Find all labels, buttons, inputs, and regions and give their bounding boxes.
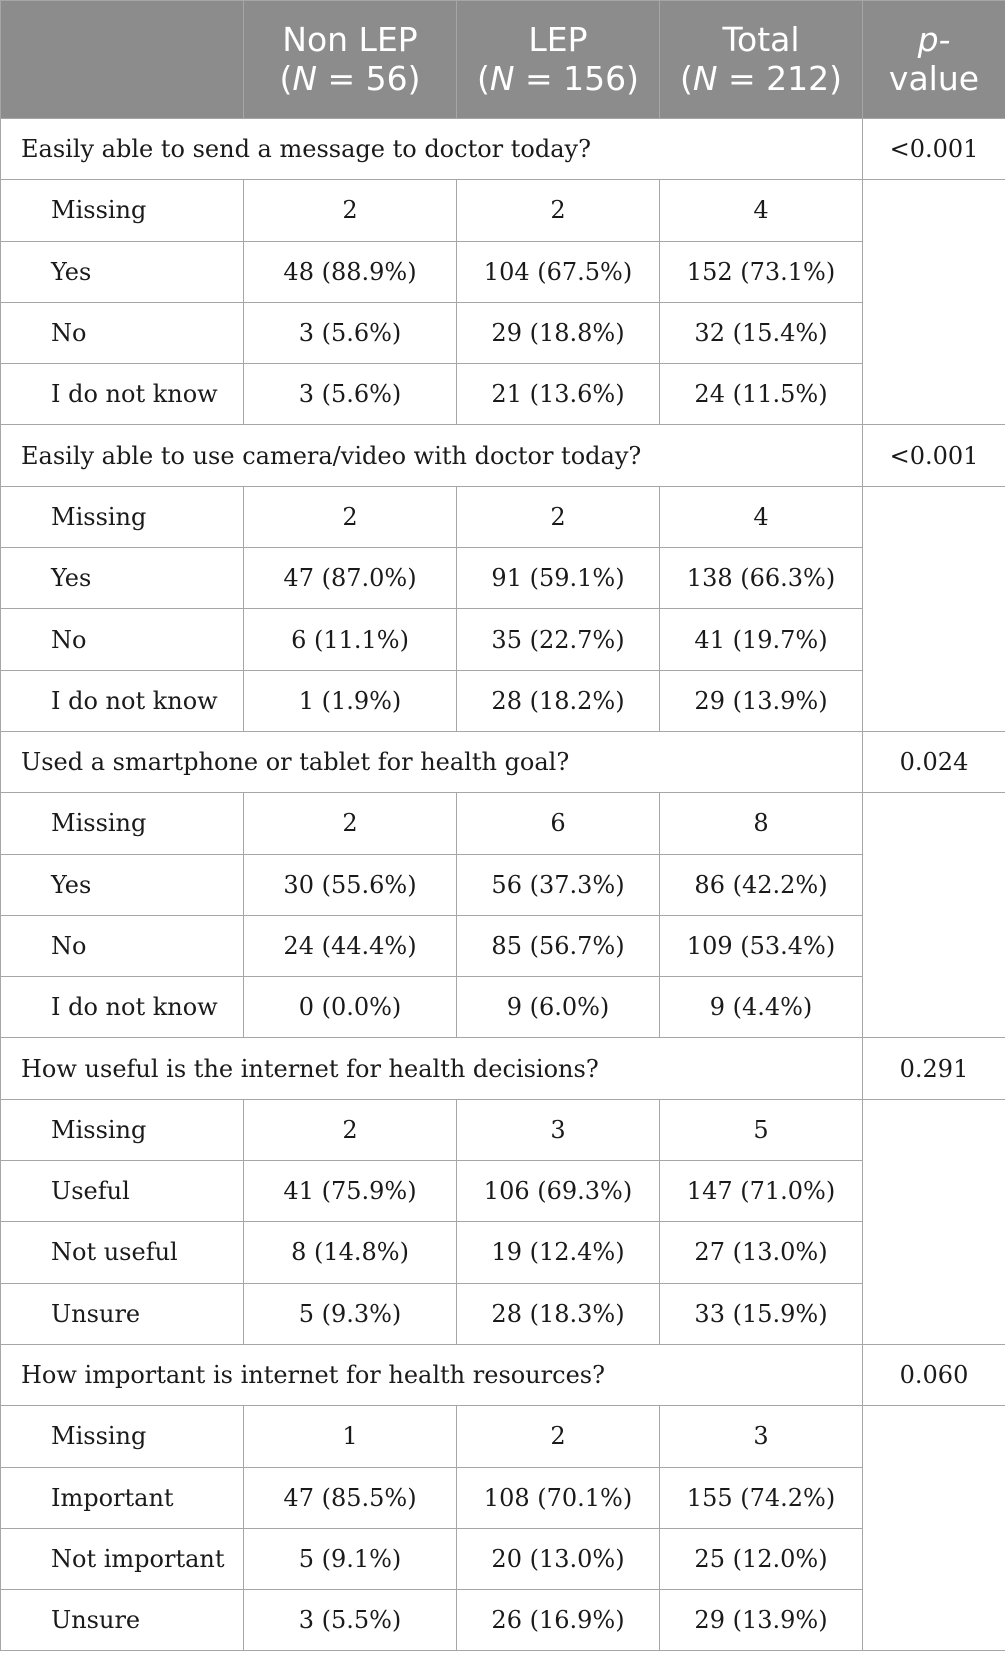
lep-cell: 28 (18.2%) (457, 670, 660, 731)
header-lep-n-var: N (489, 58, 515, 98)
total-cell: 86 (42.2%) (660, 854, 863, 915)
table-row (1, 977, 1005, 1038)
row-label: Yes (1, 241, 244, 302)
table-row (1, 486, 1005, 547)
row-label: Missing (1, 486, 244, 547)
non-lep-cell: 48 (88.9%) (244, 241, 457, 302)
header-total (660, 1, 863, 119)
total-cell: 33 (15.9%) (660, 1283, 863, 1344)
lep-cell: 28 (18.3%) (457, 1283, 660, 1344)
total-cell: 32 (15.4%) (660, 302, 863, 363)
table-header (1, 1, 1005, 119)
question-label: How important is internet for health resources? (1, 1344, 863, 1405)
row-label: Not important (1, 1528, 244, 1589)
row-label: Useful (1, 1161, 244, 1222)
lep-cell: 56 (37.3%) (457, 854, 660, 915)
question-label: How useful is the internet for health decisions? (1, 1038, 863, 1099)
row-label: Important (1, 1467, 244, 1528)
lep-cell: 35 (22.7%) (457, 609, 660, 670)
table-row (1, 1222, 1005, 1283)
question-label: Used a smartphone or tablet for health goal? (1, 731, 863, 792)
total-cell: 29 (13.9%) (660, 670, 863, 731)
non-lep-cell: 1 (1.9%) (244, 670, 457, 731)
header-total-name: Total (722, 19, 800, 59)
p-value-cell: <0.001 (863, 425, 1005, 486)
lep-cell: 2 (457, 180, 660, 241)
header-total-n-var: N (692, 58, 718, 98)
total-cell: 29 (13.9%) (660, 1590, 863, 1651)
table-row (1, 302, 1005, 363)
p-value-blank-cell (863, 793, 1005, 1038)
lep-cell: 91 (59.1%) (457, 548, 660, 609)
question-label: Easily able to use camera/video with doctor today? (1, 425, 863, 486)
total-cell: 155 (74.2%) (660, 1467, 863, 1528)
row-label: Not useful (1, 1222, 244, 1283)
non-lep-cell: 5 (9.3%) (244, 1283, 457, 1344)
p-value-blank-cell (863, 486, 1005, 731)
table-row (1, 854, 1005, 915)
row-label: No (1, 302, 244, 363)
total-cell: 138 (66.3%) (660, 548, 863, 609)
table-row (1, 241, 1005, 302)
table-row (1, 609, 1005, 670)
lep-cell: 2 (457, 486, 660, 547)
non-lep-cell: 2 (244, 1099, 457, 1160)
total-cell: 24 (11.5%) (660, 364, 863, 425)
table-row (1, 1528, 1005, 1589)
table-body (1, 119, 1005, 1651)
non-lep-cell: 30 (55.6%) (244, 854, 457, 915)
row-label: I do not know (1, 977, 244, 1038)
p-value-blank-cell (863, 1406, 1005, 1651)
total-cell: 27 (13.0%) (660, 1222, 863, 1283)
header-total-n-prefix: ( (679, 58, 693, 98)
total-cell: 41 (19.7%) (660, 609, 863, 670)
table-row (1, 548, 1005, 609)
table-row (1, 1283, 1005, 1344)
header-total-n-suffix: = 212) (717, 58, 843, 98)
header-p-value-line1: p- (917, 19, 951, 59)
total-cell: 5 (660, 1099, 863, 1160)
total-cell: 152 (73.1%) (660, 241, 863, 302)
non-lep-cell: 3 (5.6%) (244, 302, 457, 363)
table-row (1, 1099, 1005, 1160)
question-row (1, 425, 1005, 486)
lep-cell: 20 (13.0%) (457, 1528, 660, 1589)
question-label: Easily able to send a message to doctor today? (1, 119, 863, 180)
table-row (1, 793, 1005, 854)
p-value-cell: <0.001 (863, 119, 1005, 180)
question-row (1, 731, 1005, 792)
total-cell: 109 (53.4%) (660, 915, 863, 976)
question-row (1, 119, 1005, 180)
table-row (1, 1467, 1005, 1528)
table-row (1, 670, 1005, 731)
header-non-lep-n-suffix: = 56) (317, 58, 421, 98)
question-row (1, 1344, 1005, 1405)
non-lep-cell: 47 (85.5%) (244, 1467, 457, 1528)
header-lep-n-prefix: ( (476, 58, 490, 98)
p-value-cell: 0.024 (863, 731, 1005, 792)
lep-cell: 29 (18.8%) (457, 302, 660, 363)
non-lep-cell: 2 (244, 486, 457, 547)
lep-cell: 26 (16.9%) (457, 1590, 660, 1651)
table-row (1, 1161, 1005, 1222)
row-label: Missing (1, 793, 244, 854)
row-label: Missing (1, 180, 244, 241)
total-cell: 147 (71.0%) (660, 1161, 863, 1222)
table-row (1, 915, 1005, 976)
p-value-blank-cell (863, 180, 1005, 425)
non-lep-cell: 0 (0.0%) (244, 977, 457, 1038)
row-label: Yes (1, 854, 244, 915)
row-label: Yes (1, 548, 244, 609)
total-cell: 8 (660, 793, 863, 854)
lep-cell: 104 (67.5%) (457, 241, 660, 302)
p-value-cell: 0.291 (863, 1038, 1005, 1099)
p-value-blank-cell (863, 1099, 1005, 1344)
total-cell: 25 (12.0%) (660, 1528, 863, 1589)
lep-cell: 3 (457, 1099, 660, 1160)
non-lep-cell: 2 (244, 793, 457, 854)
lep-cell: 2 (457, 1406, 660, 1467)
row-label: No (1, 609, 244, 670)
row-label: Missing (1, 1099, 244, 1160)
header-p-value-line2: value (888, 58, 980, 98)
header-row (1, 1, 1005, 119)
total-cell: 9 (4.4%) (660, 977, 863, 1038)
non-lep-cell: 3 (5.5%) (244, 1590, 457, 1651)
header-non-lep-n-prefix: ( (279, 58, 293, 98)
lep-cell: 108 (70.1%) (457, 1467, 660, 1528)
header-p-value (863, 1, 1005, 119)
lep-cell: 85 (56.7%) (457, 915, 660, 976)
table-row (1, 1590, 1005, 1651)
row-label: No (1, 915, 244, 976)
header-non-lep (244, 1, 457, 119)
table-row (1, 364, 1005, 425)
row-label: Unsure (1, 1283, 244, 1344)
total-cell: 4 (660, 180, 863, 241)
non-lep-cell: 47 (87.0%) (244, 548, 457, 609)
header-lep-n-suffix: = 156) (514, 58, 640, 98)
table-row (1, 180, 1005, 241)
non-lep-cell: 2 (244, 180, 457, 241)
header-lep-name: LEP (528, 19, 588, 59)
header-non-lep-name: Non LEP (282, 19, 418, 59)
non-lep-cell: 24 (44.4%) (244, 915, 457, 976)
p-value-cell: 0.060 (863, 1344, 1005, 1405)
lep-cell: 19 (12.4%) (457, 1222, 660, 1283)
lep-cell: 106 (69.3%) (457, 1161, 660, 1222)
header-label-cell (1, 1, 244, 119)
total-cell: 3 (660, 1406, 863, 1467)
lep-cell: 21 (13.6%) (457, 364, 660, 425)
lep-cell: 6 (457, 793, 660, 854)
table-row (1, 1406, 1005, 1467)
row-label: I do not know (1, 364, 244, 425)
non-lep-cell: 1 (244, 1406, 457, 1467)
row-label: I do not know (1, 670, 244, 731)
row-label: Unsure (1, 1590, 244, 1651)
header-lep (457, 1, 660, 119)
total-cell: 4 (660, 486, 863, 547)
row-label: Missing (1, 1406, 244, 1467)
non-lep-cell: 8 (14.8%) (244, 1222, 457, 1283)
lep-cell: 9 (6.0%) (457, 977, 660, 1038)
question-row (1, 1038, 1005, 1099)
non-lep-cell: 41 (75.9%) (244, 1161, 457, 1222)
non-lep-cell: 3 (5.6%) (244, 364, 457, 425)
non-lep-cell: 6 (11.1%) (244, 609, 457, 670)
header-non-lep-n-var: N (292, 58, 318, 98)
non-lep-cell: 5 (9.1%) (244, 1528, 457, 1589)
